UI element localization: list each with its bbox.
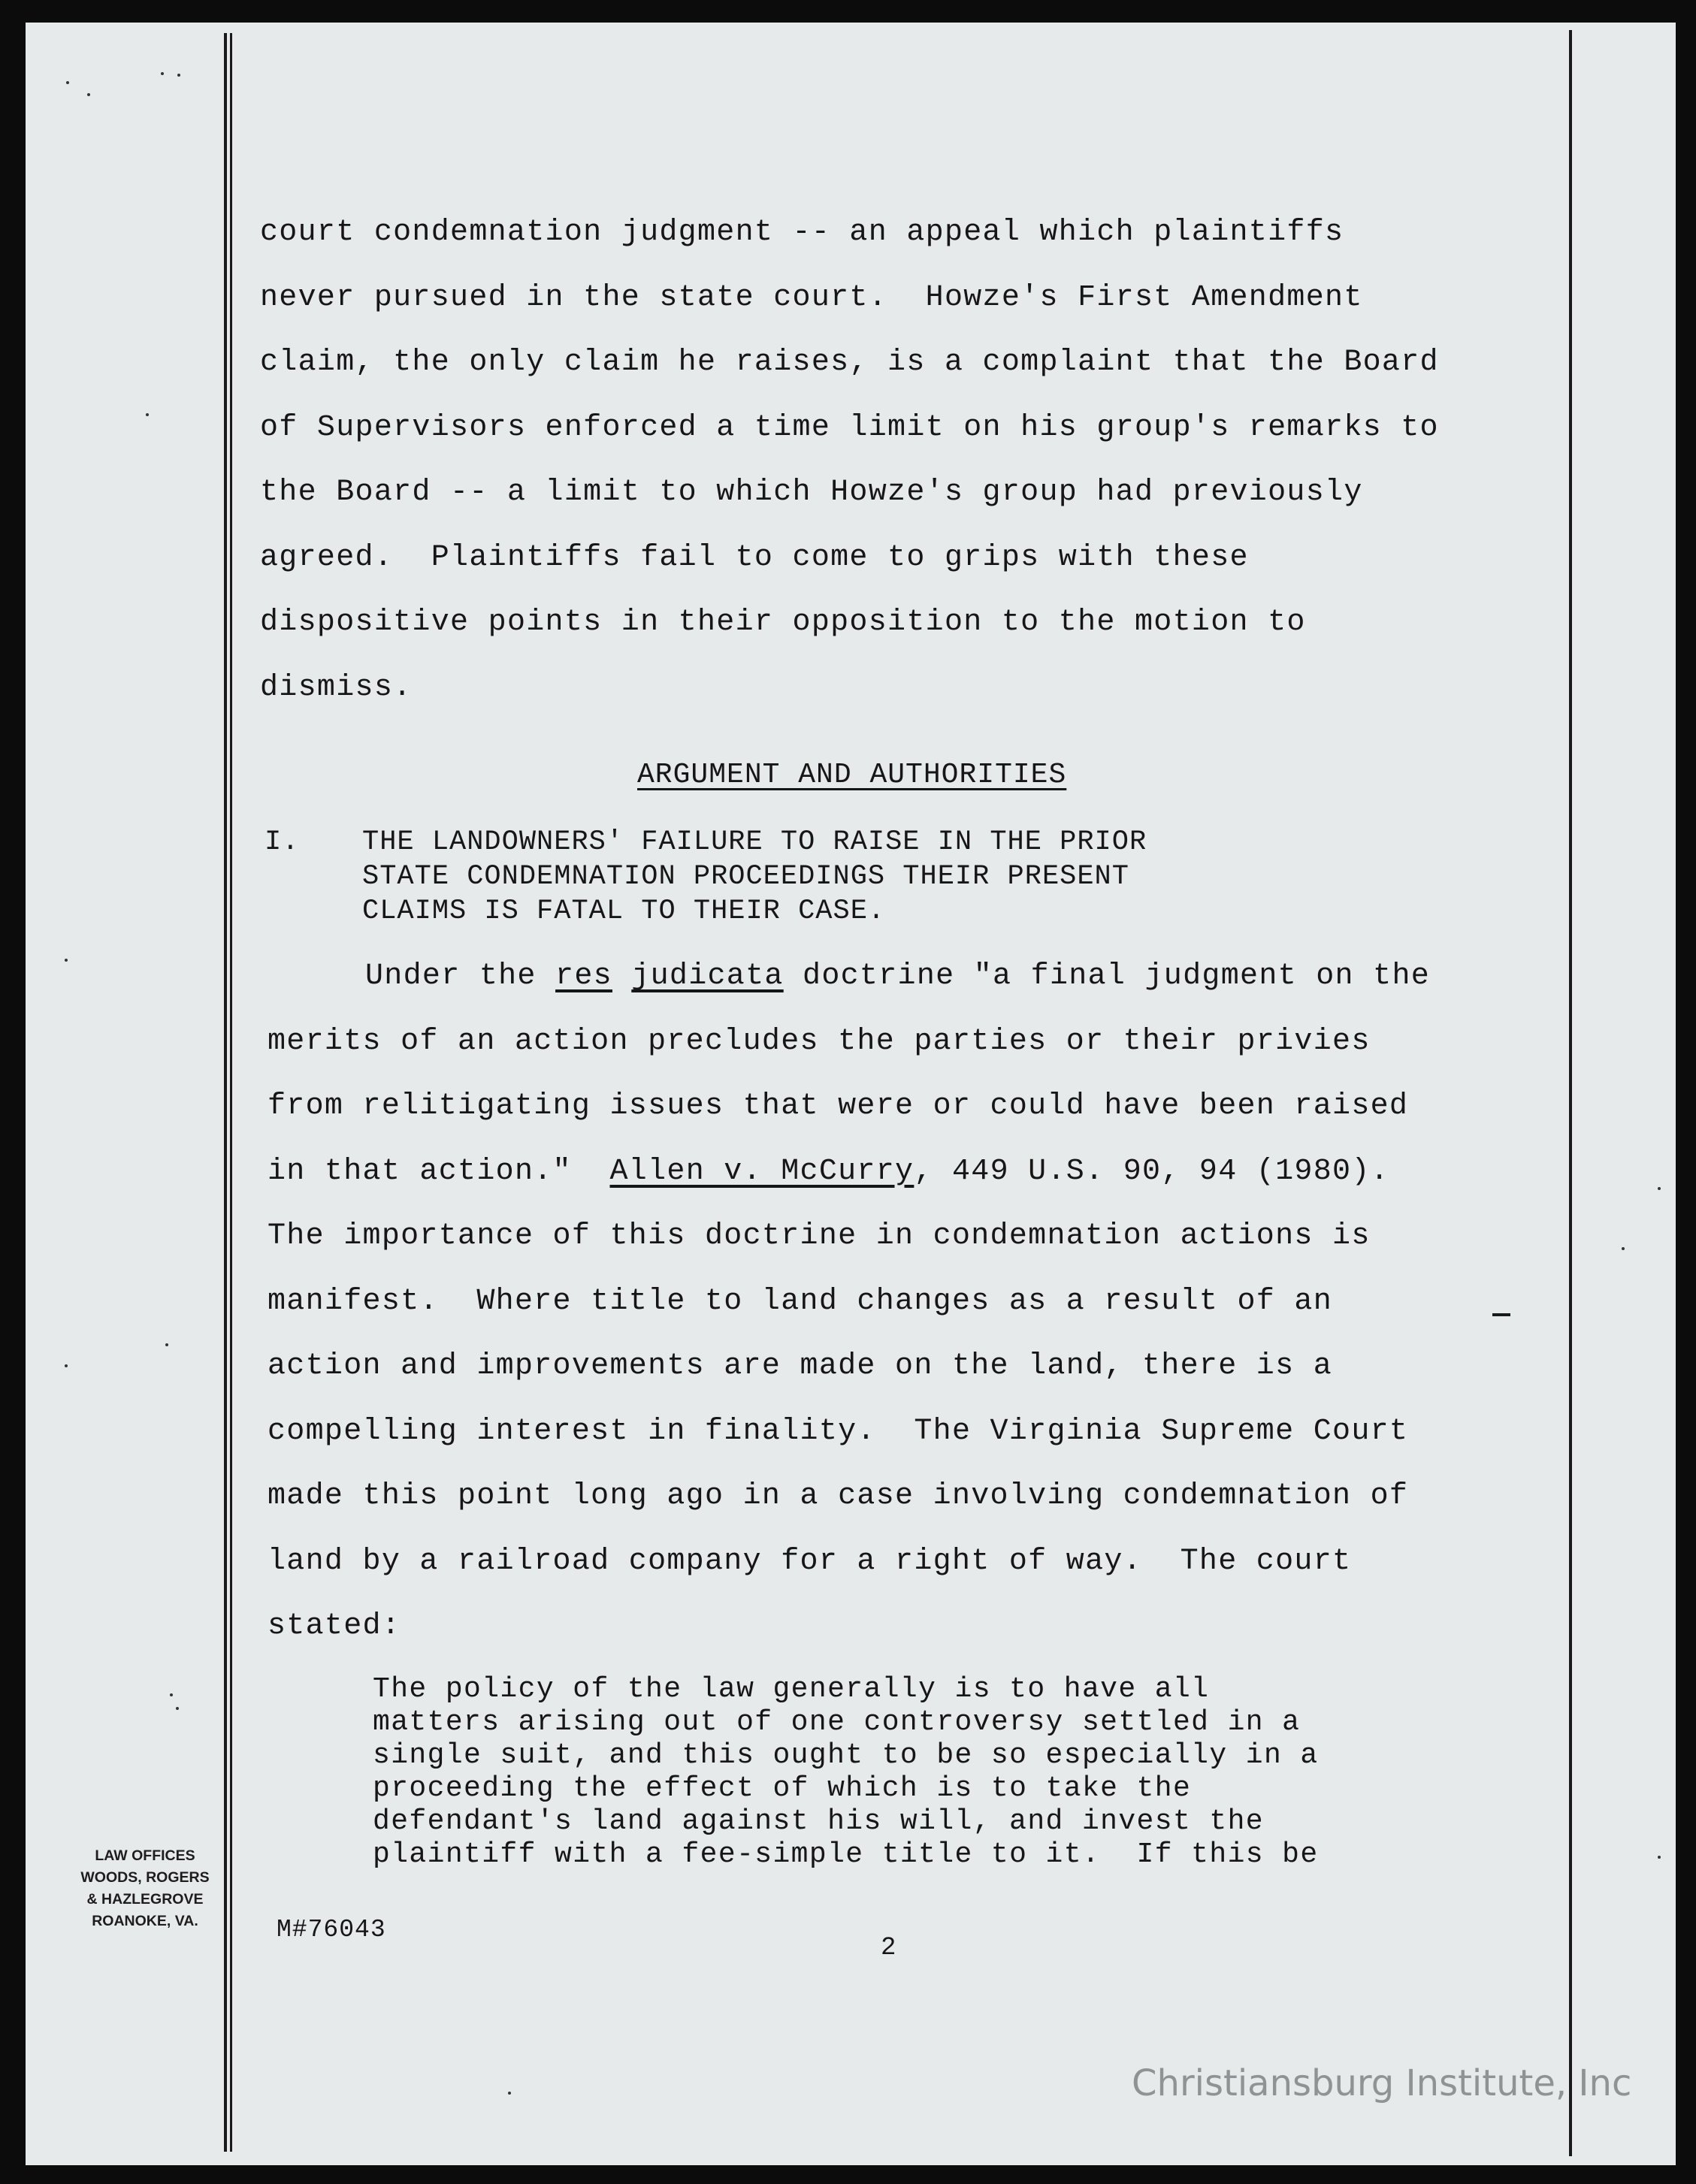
paragraph-1-line: agreed. Plaintiffs fail to come to grips with these — [260, 540, 1249, 575]
scan-speck — [1622, 1247, 1625, 1250]
paragraph-2-line: action and improvements are made on the land, there is a — [268, 1349, 1333, 1383]
legal-term-judicata: judicata — [631, 959, 784, 993]
watermark-text: Christiansburg Institute, Inc — [1132, 2062, 1632, 2104]
paragraph-1-line: of Supervisors enforced a time limit on his group's remarks to — [260, 410, 1439, 445]
right-margin-rule — [1569, 30, 1572, 2156]
block-quote-line: plaintiff with a fee-simple title to it. If this be — [373, 1838, 1319, 1871]
paragraph-2-line: manifest. Where title to land changes as a result of an — [268, 1284, 1333, 1319]
letterhead-line: & HAZLEGROVE — [86, 1891, 204, 1908]
page-number: 2 — [881, 1934, 896, 1962]
point-heading-line: STATE CONDEMNATION PROCEEDINGS THEIR PRESENT — [362, 861, 1129, 893]
paragraph-1-line: dispositive points in their opposition to the motion to — [260, 606, 1306, 639]
legal-term-res: res — [555, 959, 612, 993]
text-run: Under the — [365, 959, 556, 993]
text-run: doctrine "a final judgment on the — [783, 959, 1431, 993]
case-citation: Allen v. McCurry — [609, 1154, 915, 1189]
scan-speck — [1658, 1187, 1661, 1190]
law-office-letterhead — [62, 1845, 228, 1932]
scan-mark — [1492, 1313, 1510, 1316]
point-number: I. — [265, 826, 300, 858]
text-run: in that action." — [268, 1154, 610, 1189]
paragraph-2-line: made this point long ago in a case involving condemnation of — [268, 1479, 1409, 1513]
scan-speck — [177, 74, 180, 77]
left-margin-rule-inner — [230, 33, 232, 2152]
scan-speck — [176, 1707, 179, 1710]
letterhead-line: LAW OFFICES — [95, 1847, 195, 1864]
paragraph-1-line: court condemnation judgment -- an appeal which plaintiffs — [260, 216, 1344, 249]
point-heading-text — [362, 825, 1414, 929]
left-margin-rule-outer — [224, 33, 227, 2152]
scan-speck — [170, 1693, 173, 1696]
block-quote-line: proceeding the effect of which is to take the — [373, 1772, 1192, 1805]
scan-speck — [65, 959, 68, 962]
paragraph-1-line: dismiss. — [260, 670, 413, 705]
paragraph-2-line: merits of an action precludes the parties or their privies — [268, 1024, 1371, 1059]
block-quote-line: The policy of the law generally is to have all — [373, 1673, 1210, 1705]
text-run: , 449 U.S. 90, 94 (1980). — [914, 1154, 1389, 1189]
scan-speck — [87, 93, 90, 96]
block-quote-line: defendant's land against his will, and invest the — [373, 1805, 1264, 1838]
paragraph-2-line-4 — [268, 1140, 1430, 1205]
paragraph-2-line: compelling interest in finality. The Virginia Supreme Court — [268, 1414, 1409, 1448]
paragraph-1-line: claim, the only claim he raises, is a complaint that the Board — [260, 346, 1439, 379]
letterhead-line: WOODS, ROGERS — [80, 1869, 210, 1886]
paragraph-1 — [260, 201, 1439, 720]
paragraph-2-line: land by a railroad company for a right of way. The court — [268, 1544, 1352, 1578]
paragraph-2 — [268, 944, 1430, 1660]
section-heading: ARGUMENT AND AUTHORITIES — [637, 759, 1067, 791]
scan-speck — [508, 2092, 511, 2095]
paragraph-1-line: the Board -- a limit to which Howze's group had previously — [260, 476, 1363, 509]
letterhead-line: ROANOKE, VA. — [92, 1913, 198, 1929]
block-quote — [373, 1673, 1455, 1871]
scan-speck — [66, 81, 69, 84]
paragraph-2-line-1 — [268, 944, 1430, 1010]
point-heading-line: CLAIMS IS FATAL TO THEIR CASE. — [362, 896, 886, 927]
block-quote-line: matters arising out of one controversy settled in a — [373, 1706, 1301, 1738]
paragraph-2-line: stated: — [268, 1609, 401, 1643]
block-quote-line: single suit, and this ought to be so especially in a — [373, 1739, 1319, 1772]
scan-speck — [165, 1343, 168, 1346]
paragraph-2-line: The importance of this doctrine in condemnation actions is — [268, 1219, 1371, 1253]
scan-speck — [161, 72, 164, 75]
scan-speck — [1658, 1856, 1661, 1859]
scan-speck — [146, 413, 149, 416]
scan-speck — [65, 1364, 68, 1367]
paragraph-2-line: from relitigating issues that were or could have been raised — [268, 1089, 1409, 1123]
point-heading-line: THE LANDOWNERS' FAILURE TO RAISE IN THE PRIOR — [362, 826, 1147, 858]
paragraph-1-line: never pursued in the state court. Howze's First Amendment — [260, 280, 1363, 315]
document-number: M#76043 — [277, 1916, 386, 1944]
